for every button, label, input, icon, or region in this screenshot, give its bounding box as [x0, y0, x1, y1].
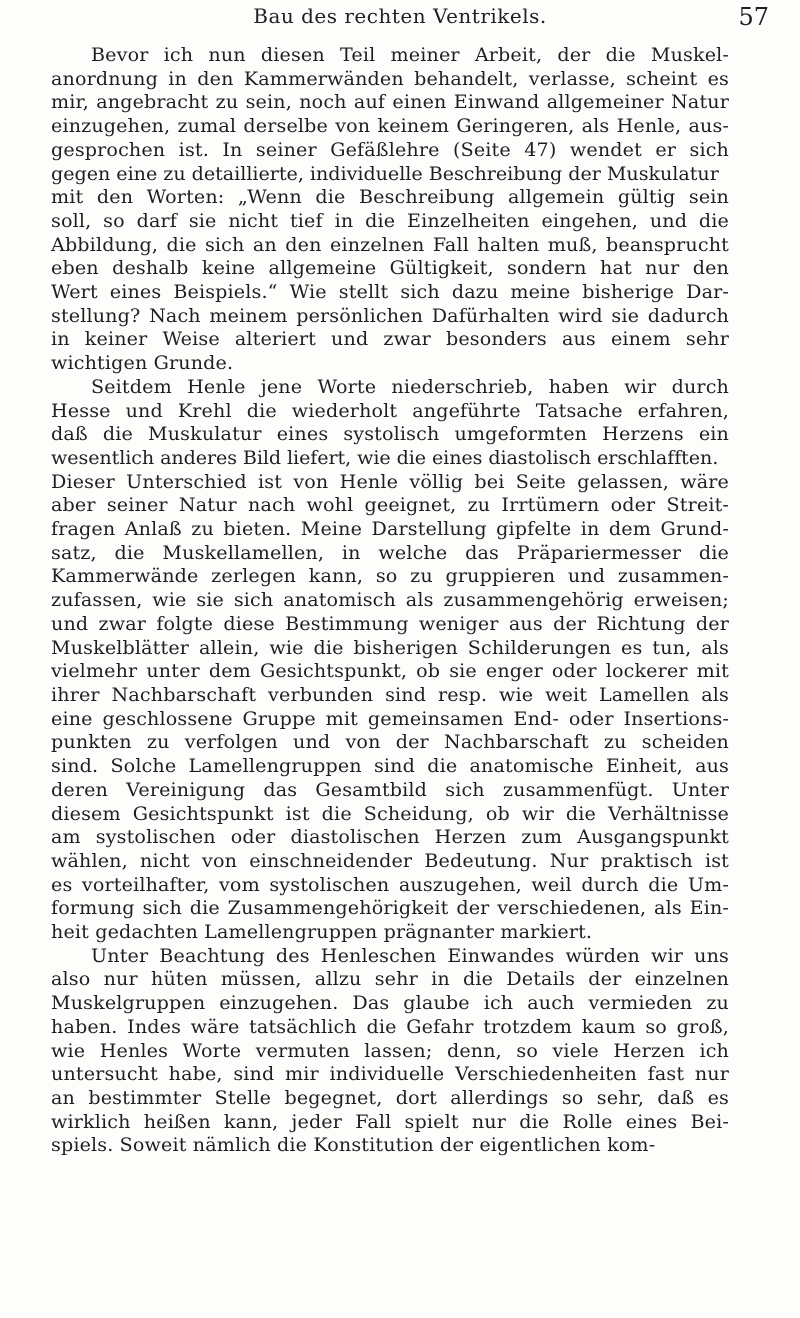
text-line: sind. Solche Lamellengruppen sind die anatomische Einheit, aus [51, 754, 729, 778]
body-text [51, 43, 769, 1157]
text-line: Hesse und Krehl die wiederholt angeführte Tatsache erfahren, [51, 398, 729, 422]
paragraph [51, 944, 769, 1157]
text-line: einzugehen, zumal derselbe von keinem Geringeren, als Henle, aus- [51, 114, 729, 138]
text-line: gegen eine zu detaillierte, individuelle Beschreibung der Muskulatur [51, 161, 719, 185]
text-line: wesentlich anderes Bild liefert, wie die eines diastolisch erschlafften. [51, 445, 719, 469]
text-line: eine geschlossene Gruppe mit gemeinsamen End- oder Insertions- [51, 706, 729, 730]
text-line: fragen Anlaß zu bieten. Meine Darstellung gipfelte in dem Grund- [51, 517, 729, 541]
text-line: mir, angebracht zu sein, noch auf einen Einwand allgemeiner Natur [51, 90, 729, 114]
text-line: Muskelgruppen einzugehen. Das glaube ich auch vermieden zu [51, 991, 729, 1015]
text-line: untersucht habe, sind mir individuelle Verschiedenheiten fast nur [51, 1062, 729, 1086]
text-line: spiels. Soweit nämlich die Konstitution der eigentlichen kom- [51, 1133, 656, 1157]
text-line: haben. Indes wäre tatsächlich die Gefahr trotzdem kaum so groß, [51, 1014, 729, 1038]
text-line: deren Vereinigung das Gesamtbild sich zusammenfügt. Unter [51, 777, 729, 801]
paragraph [51, 375, 769, 944]
text-line: Abbildung, die sich an den einzelnen Fall halten muß, beansprucht [51, 232, 729, 256]
text-line: vielmehr unter dem Gesichtspunkt, ob sie enger oder lockerer mit [51, 659, 729, 683]
text-line: und zwar folgte diese Bestimmung weniger aus der Richtung der [51, 611, 729, 635]
paragraph [51, 43, 769, 375]
text-line: gesprochen ist. In seiner Gefäßlehre (Seite 47) wendet er sich [51, 137, 729, 161]
text-line: wirklich heißen kann, jeder Fall spielt nur die Rolle eines Bei- [51, 1109, 729, 1133]
text-line: an bestimmter Stelle begegnet, dort allerdings so sehr, daß es [51, 1085, 729, 1109]
text-line: wichtigen Grunde. [51, 351, 234, 375]
text-line: stellung? Nach meinem persönlichen Dafürhalten wird sie dadurch [51, 303, 729, 327]
text-line: soll, so darf sie nicht tief in die Einzelheiten eingehen, und die [51, 208, 729, 232]
text-line: punkten zu verfolgen und von der Nachbarschaft zu scheiden [51, 730, 729, 754]
text-line: wählen, nicht von einschneidender Bedeutung. Nur praktisch ist [51, 848, 729, 872]
text-line: Seitdem Henle jene Worte niederschrieb, haben wir durch [91, 374, 729, 398]
text-line: am systolischen oder diastolischen Herzen zum Ausgangspunkt [51, 825, 729, 849]
text-line: daß die Muskulatur eines systolisch umgeformten Herzens ein [51, 422, 729, 446]
text-line: anordnung in den Kammerwänden behandelt, verlasse, scheint es [51, 66, 729, 90]
text-line: Kammerwände zerlegen kann, so zu gruppieren und zusammen- [51, 564, 729, 588]
text-line: satz, die Muskellamellen, in welche das Präpariermesser die [51, 540, 729, 564]
text-line: diesem Gesichtspunkt ist die Scheidung, ob wir die Verhältnisse [51, 801, 729, 825]
text-line: eben deshalb keine allgemeine Gültigkeit, sondern hat nur den [51, 256, 729, 280]
text-line: wie Henles Worte vermuten lassen; denn, so viele Herzen ich [51, 1038, 729, 1062]
text-line: Dieser Unterschied ist von Henle völlig bei Seite gelassen, wäre [51, 469, 729, 493]
text-line: Wert eines Beispiels.“ Wie stellt sich dazu meine bisherige Dar- [51, 280, 729, 304]
running-title: Bau des rechten Ventrikels. [253, 4, 547, 28]
text-line: Bevor ich nun diesen Teil meiner Arbeit, der die Muskel- [91, 43, 729, 66]
text-line: formung sich die Zusammengehörigkeit der verschiedenen, als Ein- [51, 896, 729, 920]
text-line: zufassen, wie sie sich anatomisch als zusammengehörig erweisen; [51, 588, 729, 612]
text-line: es vorteilhafter, vom systolischen auszugehen, weil durch die Um- [51, 872, 729, 896]
text-line: ihrer Nachbarschaft verbunden sind resp. wie weit Lamellen als [51, 682, 729, 706]
text-line: Muskelblätter allein, wie die bisherigen Schilderungen es tun, als [51, 635, 729, 659]
page-number: 57 [738, 3, 769, 31]
running-header [0, 0, 800, 40]
text-line: also nur hüten müssen, allzu sehr in die Details der einzelnen [51, 967, 729, 991]
text-line: aber seiner Natur nach wohl geeignet, zu Irrtümern oder Streit- [51, 493, 729, 517]
text-line: in keiner Weise alteriert und zwar besonders aus einem sehr [51, 327, 729, 351]
text-line: mit den Worten: „Wenn die Beschreibung allgemein gültig sein [51, 185, 729, 209]
text-line: heit gedachten Lamellengruppen prägnanter markiert. [51, 920, 593, 944]
text-line: Unter Beachtung des Henleschen Einwandes würden wir uns [91, 943, 729, 967]
